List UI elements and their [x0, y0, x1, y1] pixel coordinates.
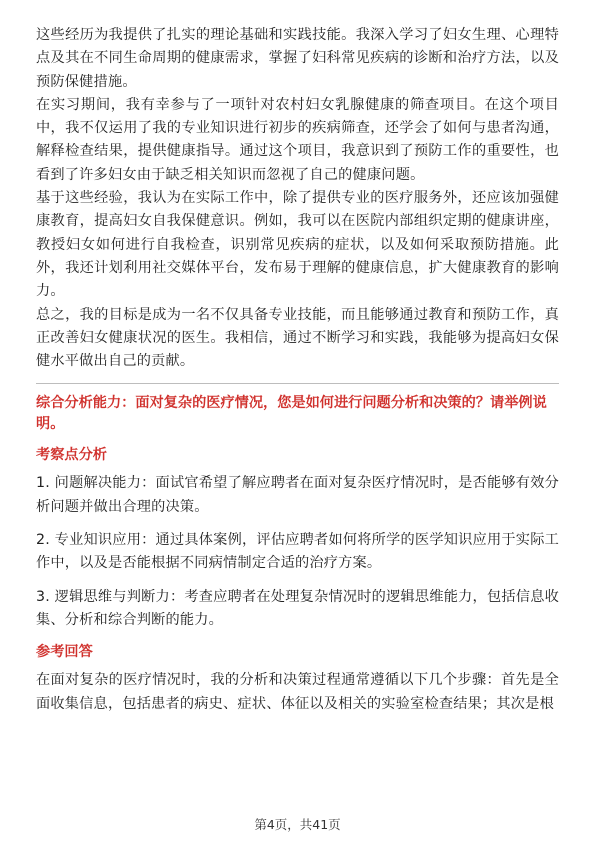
intro-paragraph-4: 总之，我的目标是成为一名不仅具备专业技能，而且能够通过教育和预防工作，真正改善妇女健康状况的医生。我相信，通过不断学习和实践，我能够为提高妇女保健水平做出自己的贡献。: [36, 306, 559, 370]
intro-paragraph-3: 基于这些经验，我认为在实际工作中，除了提供专业的医疗服务外，还应该加强健康教育，提高妇女自我保健意识。例如，我可以在医院内部组织定期的健康讲座，教授妇女如何进行自我检查，识别常见疾病的症状，以及如何采取预防措施。此外，我还计划利用社交媒体平台，发布易于理解的健康信息，扩大健康教育的影响力。: [36, 190, 559, 300]
analysis-item-1: 1. 问题解决能力：面试官希望了解应聘者在面对复杂医疗情况时，是否能够有效分析问题并做出合理的决策。: [36, 475, 559, 515]
analysis-title: 考察点分析: [36, 447, 107, 464]
intro-paragraph-2: 在实习期间，我有幸参与了一项针对农村妇女乳腺健康的筛查项目。在这个项目中，我不仅运用了我的专业知识进行初步的疾病筛查，还学会了如何与患者沟通，解释检查结果，提供健康指导。通过这个项目，我意识到了预防工作的重要性，也看到了许多妇女由于缺乏相关知识而忽视了自己的健康问题。: [36, 96, 559, 183]
intro-paragraph-1: 这些经历为我提供了扎实的理论基础和实践技能。我深入学习了妇女生理、心理特点及其在不同生命周期的健康需求，掌握了妇科常见疾病的诊断和治疗方法，以及预防保健措施。: [36, 27, 559, 90]
answer-title: 参考回答: [36, 644, 93, 661]
analysis-item-2: 2. 专业知识应用：通过具体案例，评估应聘者如何将所学的医学知识应用于实际工作中，以及是否能根据不同病情制定合适的治疗方案。: [36, 532, 559, 572]
document-page: [36, 24, 559, 716]
interview-question: 综合分析能力：面对复杂的医疗情况，您是如何进行问题分析和决策的？请举例说明。: [36, 395, 547, 433]
analysis-item-3: 3. 逻辑思维与判断力：考查应聘者在处理复杂情况时的逻辑思维能力，包括信息收集、分析和综合判断的能力。: [36, 588, 559, 628]
section-divider: [36, 383, 559, 384]
answer-paragraph: 在面对复杂的医疗情况时，我的分析和决策过程通常遵循以下几个步骤：首先是全面收集信息，包括患者的病史、症状、体征以及相关的实验室检查结果；其次是根: [36, 672, 559, 712]
page-number-footer: 第4页，共41页: [254, 817, 341, 832]
